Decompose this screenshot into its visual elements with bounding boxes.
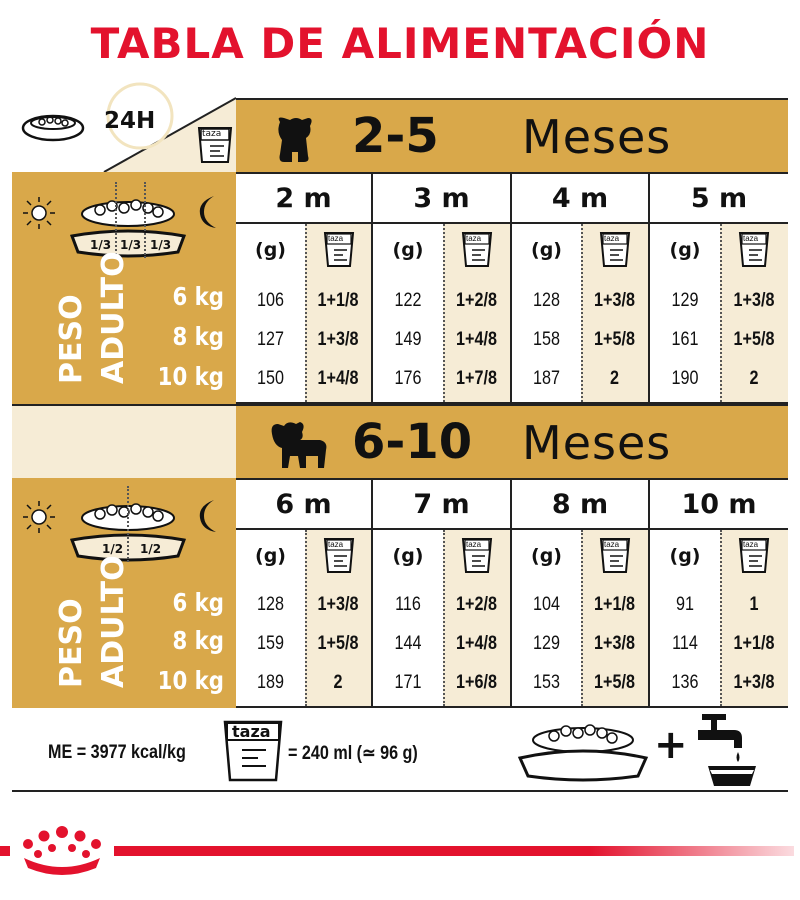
dog-icon bbox=[266, 416, 330, 477]
grams-cell: 149 bbox=[394, 329, 422, 350]
grams-cell: 122 bbox=[394, 290, 422, 311]
meal-fraction: 1/2 bbox=[140, 542, 162, 556]
grams-header: (g) bbox=[255, 239, 286, 261]
grams-cell: 159 bbox=[257, 633, 284, 654]
meal-divider bbox=[115, 182, 117, 258]
grams-header: (g) bbox=[255, 545, 286, 567]
cup-label: taza bbox=[202, 129, 222, 139]
grams-cell: 190 bbox=[671, 368, 699, 389]
grams-cell: 158 bbox=[533, 329, 560, 350]
cups-cell: 1+3/8 bbox=[317, 329, 359, 350]
grams-cell: 129 bbox=[671, 290, 699, 311]
meal-fraction: 1/3 bbox=[90, 238, 112, 252]
meal-divider bbox=[144, 182, 146, 258]
cup-label: taza bbox=[328, 540, 344, 549]
grams-cell: 189 bbox=[257, 672, 284, 693]
cups-cell: 1+3/8 bbox=[733, 290, 775, 311]
grams-cell: 144 bbox=[394, 633, 422, 654]
cups-cell: 1+5/8 bbox=[594, 672, 635, 693]
grams-cell: 106 bbox=[257, 290, 284, 311]
cup-icon bbox=[598, 536, 632, 581]
grams-cell: 114 bbox=[672, 633, 698, 654]
weight-label-peso: PESO bbox=[54, 598, 89, 688]
grid-dash bbox=[305, 224, 307, 402]
grams-header: (g) bbox=[392, 545, 424, 567]
water-tap-icon bbox=[694, 710, 758, 793]
grid-dash bbox=[305, 530, 307, 706]
cup-icon bbox=[737, 536, 771, 581]
cup-icon bbox=[222, 716, 284, 789]
age-header-2-5 bbox=[236, 98, 788, 172]
left-panel-1 bbox=[12, 172, 236, 404]
age-header-6-10 bbox=[236, 404, 788, 478]
cup-icon bbox=[460, 230, 494, 275]
weight-label-peso: PESO bbox=[54, 294, 89, 384]
month-header: 8 m bbox=[551, 488, 609, 520]
cups-cell: 2 bbox=[609, 368, 619, 389]
grid-line bbox=[236, 222, 788, 224]
cup-label: taza bbox=[604, 540, 620, 549]
grid-dash bbox=[720, 224, 722, 402]
age-range-1: 2-5 bbox=[352, 108, 439, 164]
header-corner bbox=[12, 76, 236, 172]
grams-cell: 127 bbox=[257, 329, 284, 350]
puppy-icon bbox=[268, 112, 318, 169]
grams-header: (g) bbox=[531, 545, 562, 567]
grid-dash bbox=[581, 530, 583, 706]
grams-cell: 150 bbox=[257, 368, 284, 389]
month-header: 6 m bbox=[275, 488, 332, 520]
hours-label: 24H bbox=[104, 108, 156, 134]
cup-icon bbox=[737, 230, 771, 275]
cup-icon bbox=[598, 230, 632, 275]
bowl-icon bbox=[516, 714, 650, 787]
cups-cell: 1+2/8 bbox=[456, 594, 497, 615]
cups-cell: 1+3/8 bbox=[317, 594, 359, 615]
cups-cell: 1+1/8 bbox=[733, 633, 775, 654]
meal-divider bbox=[127, 486, 129, 562]
meal-fraction: 1/3 bbox=[150, 238, 172, 252]
cups-cell: 1+3/8 bbox=[733, 672, 775, 693]
cup-label: taza bbox=[743, 234, 759, 243]
cup-label: taza bbox=[328, 234, 344, 243]
grams-cell: 128 bbox=[533, 290, 560, 311]
weight-8kg: 8 kg bbox=[172, 322, 224, 351]
plus-sign: + bbox=[654, 722, 688, 768]
grams-cell: 161 bbox=[671, 329, 699, 350]
grams-cell: 104 bbox=[533, 594, 560, 615]
age-word-1: Meses bbox=[522, 110, 672, 164]
month-header: 10 m bbox=[681, 488, 757, 520]
sun-icon bbox=[22, 196, 56, 235]
cup-icon bbox=[322, 230, 356, 275]
royal-crown-logo bbox=[14, 822, 110, 881]
grams-header: (g) bbox=[531, 239, 562, 261]
grid-dash bbox=[443, 224, 445, 402]
cup-icon bbox=[322, 536, 356, 581]
cups-cell: 1+4/8 bbox=[317, 368, 359, 389]
grid-dash bbox=[443, 530, 445, 706]
cups-cell: 1+4/8 bbox=[456, 329, 497, 350]
grams-cell: 129 bbox=[533, 633, 560, 654]
cups-cell: 1 bbox=[749, 594, 759, 615]
grams-cell: 136 bbox=[671, 672, 699, 693]
cups-cell: 2 bbox=[333, 672, 343, 693]
cups-cell: 1+2/8 bbox=[456, 290, 497, 311]
cups-cell: 2 bbox=[749, 368, 759, 389]
page-title: TABLA DE ALIMENTACIÓN bbox=[90, 19, 710, 68]
month-header: 3 m bbox=[413, 182, 470, 214]
weight-6kg: 6 kg bbox=[172, 588, 224, 617]
footer-divider bbox=[12, 790, 788, 792]
sun-icon bbox=[22, 500, 56, 539]
cups-cell: 1+5/8 bbox=[594, 329, 635, 350]
grams-cell: 171 bbox=[394, 672, 422, 693]
weight-label-adulto: ADULTO bbox=[96, 251, 131, 384]
weight-label-adulto: ADULTO bbox=[96, 555, 131, 688]
grams-cell: 91 bbox=[676, 594, 694, 615]
meal-fraction: 1/3 bbox=[120, 238, 142, 252]
grams-header: (g) bbox=[669, 239, 701, 261]
section-divider bbox=[12, 404, 236, 478]
grid-dash bbox=[581, 224, 583, 402]
grams-cell: 176 bbox=[394, 368, 422, 389]
cups-cell: 1+4/8 bbox=[456, 633, 497, 654]
cups-cell: 1+3/8 bbox=[594, 290, 635, 311]
grams-cell: 128 bbox=[257, 594, 284, 615]
energy-value: ME = 3977 kcal/kg bbox=[48, 742, 186, 763]
cup-equivalence: = 240 ml (≃ 96 g) bbox=[288, 743, 418, 764]
meal-fraction: 1/2 bbox=[102, 542, 124, 556]
grams-cell: 116 bbox=[395, 594, 421, 615]
grid-line bbox=[236, 528, 788, 530]
cup-label: taza bbox=[466, 234, 482, 243]
grams-cell: 187 bbox=[533, 368, 560, 389]
cups-cell: 1+5/8 bbox=[317, 633, 359, 654]
weight-8kg: 8 kg bbox=[172, 626, 224, 655]
cup-label: taza bbox=[604, 234, 620, 243]
month-header: 7 m bbox=[413, 488, 470, 520]
brand-red-bar bbox=[114, 846, 794, 856]
grams-header: (g) bbox=[669, 545, 701, 567]
grid-dash bbox=[720, 530, 722, 706]
cup-label: taza bbox=[743, 540, 759, 549]
cups-cell: 1+3/8 bbox=[594, 633, 635, 654]
grams-header: (g) bbox=[392, 239, 424, 261]
weight-10kg: 10 kg bbox=[157, 666, 224, 695]
grams-cell: 153 bbox=[533, 672, 560, 693]
moon-icon bbox=[196, 498, 222, 539]
cups-cell: 1+7/8 bbox=[456, 368, 497, 389]
bowl-icon bbox=[20, 108, 86, 151]
cup-label: taza bbox=[232, 722, 271, 741]
cups-cell: 1+6/8 bbox=[456, 672, 497, 693]
cup-icon bbox=[196, 124, 234, 171]
left-panel-2 bbox=[12, 478, 236, 708]
moon-icon bbox=[196, 194, 222, 235]
month-header: 2 m bbox=[275, 182, 332, 214]
cup-icon bbox=[460, 536, 494, 581]
cups-cell: 1+1/8 bbox=[317, 290, 359, 311]
age-word-2: Meses bbox=[522, 416, 672, 470]
month-header: 5 m bbox=[690, 182, 748, 214]
weight-10kg: 10 kg bbox=[157, 362, 224, 391]
weight-6kg: 6 kg bbox=[172, 282, 224, 311]
cup-label: taza bbox=[466, 540, 482, 549]
age-range-2: 6-10 bbox=[352, 414, 473, 470]
month-header: 4 m bbox=[551, 182, 609, 214]
cups-cell: 1+5/8 bbox=[733, 329, 775, 350]
brand-red-bar bbox=[0, 846, 10, 856]
cups-cell: 1+1/8 bbox=[594, 594, 635, 615]
